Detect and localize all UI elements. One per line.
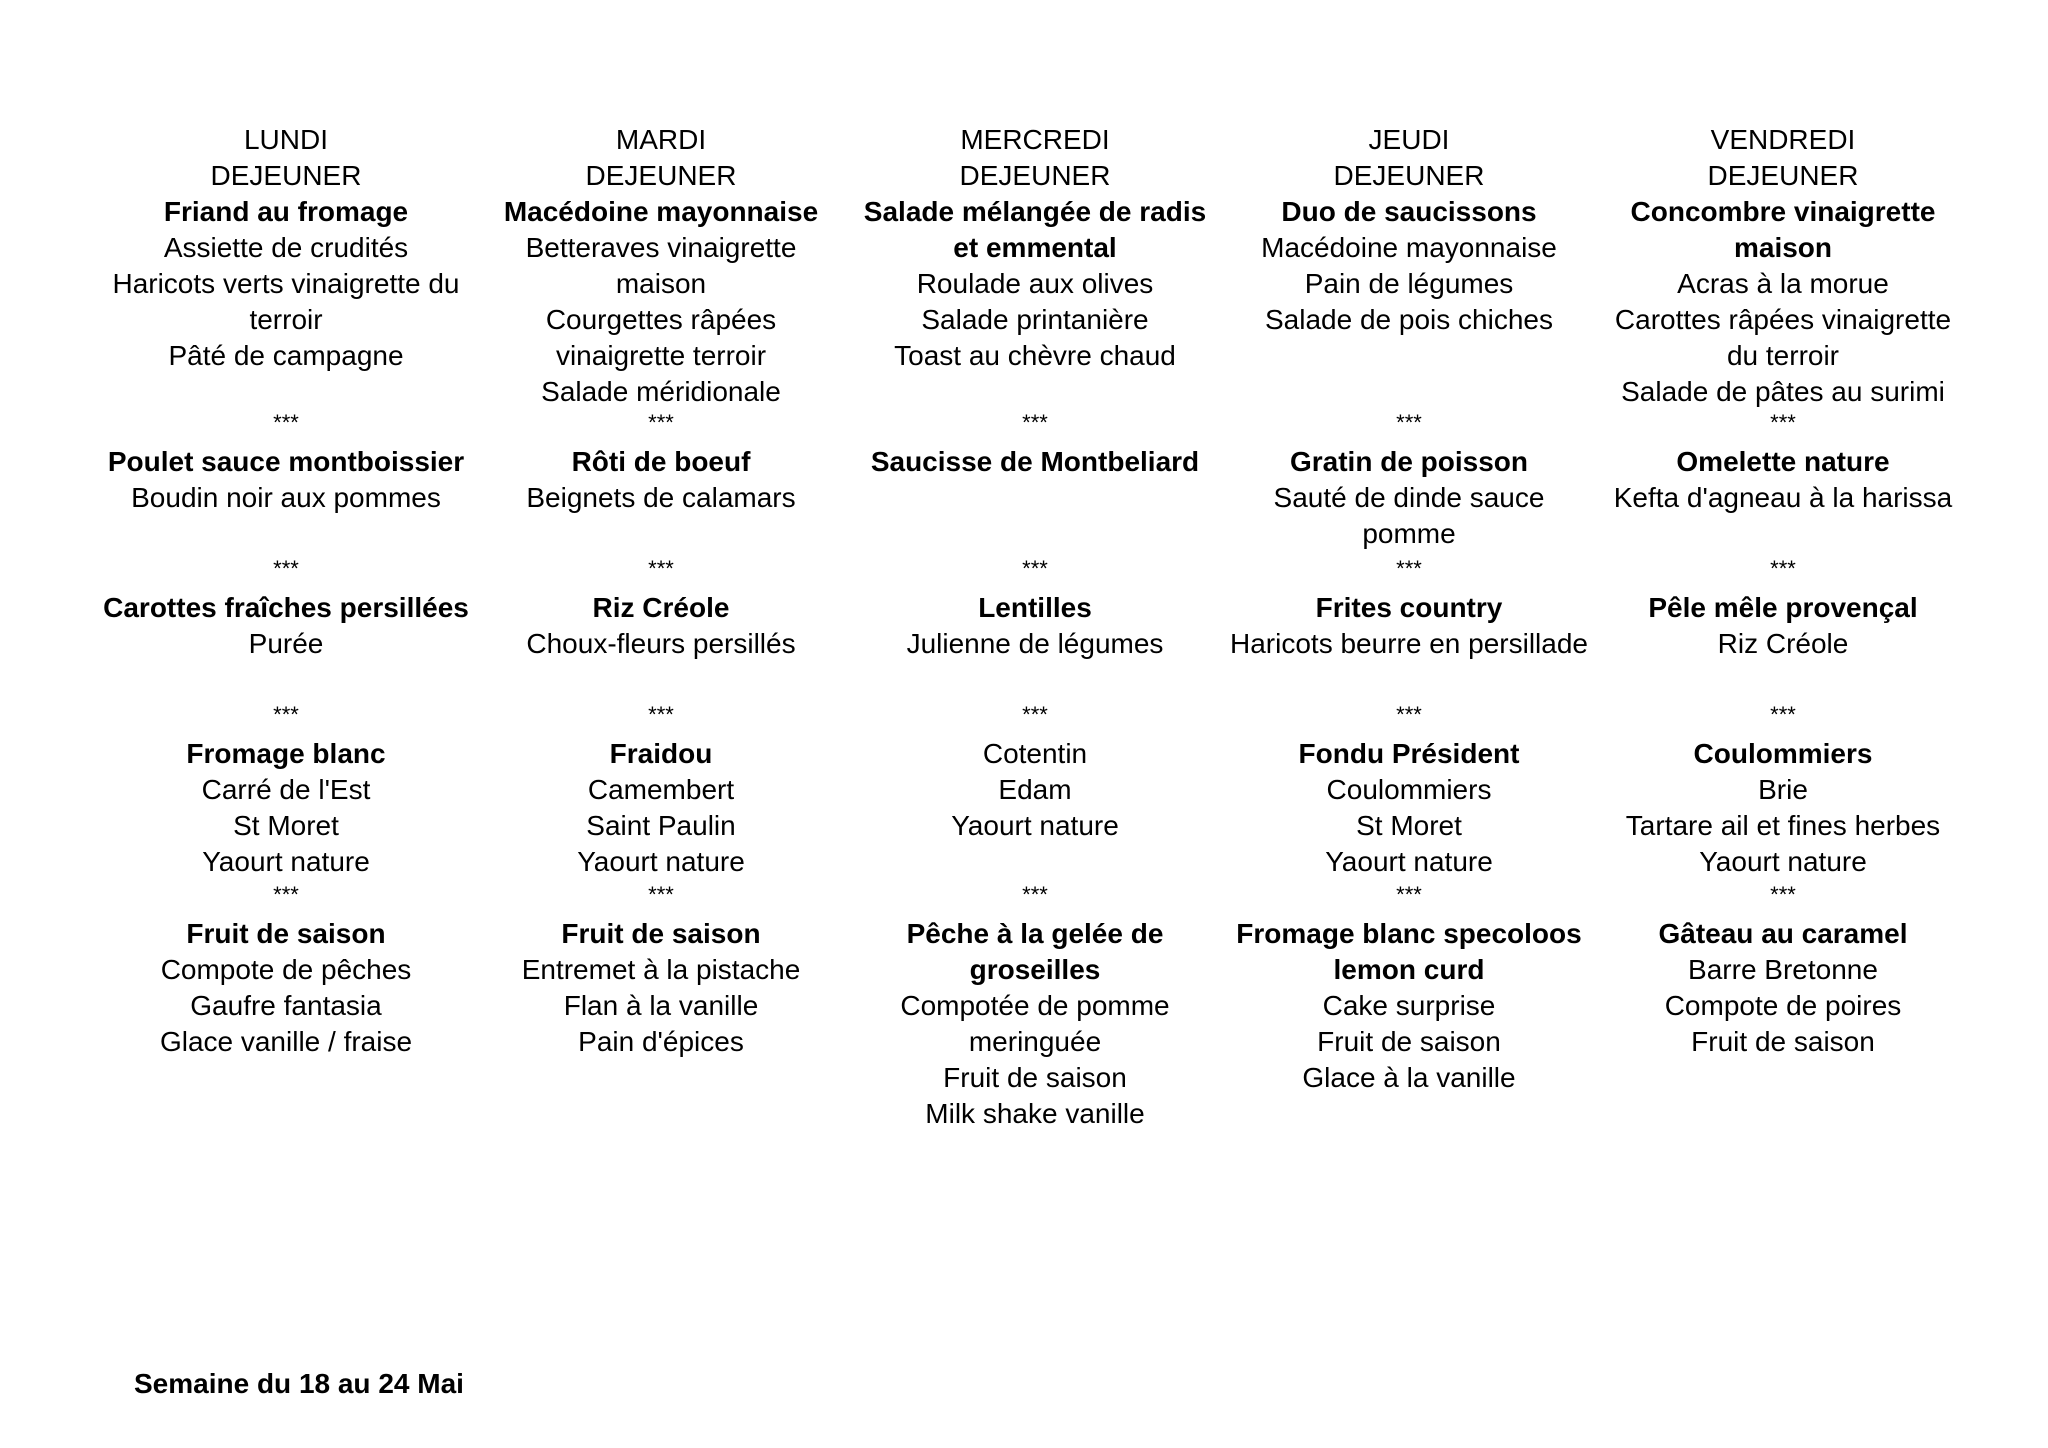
menu-item: Glace vanille / fraise	[159, 1026, 413, 1057]
menu-item: Fruit de saison	[561, 918, 761, 949]
week-label: Semaine du 18 au 24 Mai	[134, 1368, 464, 1399]
section-plat	[848, 444, 1222, 480]
section-garniture	[848, 590, 1222, 662]
section-dessert	[1596, 916, 1970, 1060]
menu-item: Fondu Président	[1298, 738, 1520, 769]
menu-item: Saucisse de Montbeliard	[870, 446, 1200, 477]
day-name: VENDREDI	[1710, 124, 1856, 155]
meal-name: DEJEUNER	[1707, 160, 1859, 191]
menu-item: Haricots verts vinaigrette du terroir	[112, 268, 460, 335]
menu-item: Flan à la vanille	[563, 990, 759, 1021]
menu-item: Salade printanière	[921, 304, 1149, 335]
day-name: LUNDI	[243, 124, 328, 155]
menu-item: St Moret	[1356, 810, 1462, 841]
separator: ***	[1396, 702, 1422, 727]
menu-item: Yaourt nature	[202, 846, 370, 877]
menu-item: Pêche à la gelée de groseilles	[906, 918, 1164, 985]
menu-item: Gaufre fantasia	[190, 990, 382, 1021]
menu-item: Betteraves vinaigrette maison	[525, 232, 797, 299]
separator: ***	[1770, 882, 1796, 907]
menu-item: Salade de pâtes au surimi	[1621, 376, 1945, 407]
menu-item: Fromage blanc specoloos lemon curd	[1236, 918, 1582, 985]
separator: ***	[1022, 702, 1048, 727]
menu-item: Pain d'épices	[578, 1026, 744, 1057]
day-name: MARDI	[615, 124, 707, 155]
menu-item: Sauté de dinde sauce pomme	[1273, 482, 1545, 549]
separator: ***	[1770, 410, 1796, 435]
day-column-lundi	[99, 122, 473, 1057]
day-column-jeudi	[1222, 122, 1596, 1093]
section-dessert	[848, 916, 1222, 1132]
menu-item: Carottes râpées vinaigrette du terroir	[1614, 304, 1952, 371]
menu-item: Beignets de calamars	[526, 482, 796, 513]
section-garniture	[1222, 590, 1596, 662]
menu-item: Courgettes râpées vinaigrette terroir	[545, 304, 777, 371]
section-dessert	[474, 916, 848, 1060]
separator: ***	[1022, 410, 1048, 435]
section-entree	[1222, 194, 1596, 338]
meal-name: DEJEUNER	[1333, 160, 1485, 191]
section-garniture	[1596, 590, 1970, 662]
section-garniture	[474, 590, 848, 662]
menu-item: Rôti de boeuf	[571, 446, 751, 477]
meal-name: DEJEUNER	[210, 160, 362, 191]
menu-item: Pain de légumes	[1304, 268, 1514, 299]
menu-item: Gâteau au caramel	[1658, 918, 1908, 949]
menu-item: Glace à la vanille	[1302, 1062, 1516, 1093]
menu-item: Haricots beurre en persillade	[1230, 628, 1588, 659]
menu-item: Salade méridionale	[541, 376, 781, 407]
menu-item: Fruit de saison	[186, 918, 386, 949]
menu-item: Salade de pois chiches	[1265, 304, 1553, 335]
menu-item: Concombre vinaigrette maison	[1630, 196, 1936, 263]
menu-item: Fruit de saison	[1317, 1026, 1501, 1057]
separator: ***	[1022, 882, 1048, 907]
menu-item: Toast au chèvre chaud	[894, 340, 1176, 371]
separator: ***	[1770, 556, 1796, 581]
menu-item: Pêle mêle provençal	[1648, 592, 1918, 623]
menu-item: Friand au fromage	[163, 196, 409, 227]
menu-item: Yaourt nature	[577, 846, 745, 877]
menu-item: Gratin de poisson	[1289, 446, 1529, 477]
section-garniture	[99, 590, 473, 662]
menu-item: Pâté de campagne	[168, 340, 404, 371]
menu-item: Frites country	[1315, 592, 1503, 623]
menu-item: Yaourt nature	[1699, 846, 1867, 877]
menu-item: St Moret	[233, 810, 339, 841]
section-entree	[474, 194, 848, 410]
separator: ***	[648, 556, 674, 581]
menu-item: Riz Créole	[1717, 628, 1849, 659]
meal-name: DEJEUNER	[585, 160, 737, 191]
separator: ***	[1396, 882, 1422, 907]
separator: ***	[273, 702, 299, 727]
section-fromage	[1222, 736, 1596, 880]
section-entree	[848, 194, 1222, 374]
section-entree	[99, 194, 473, 374]
menu-item: Fromage blanc	[186, 738, 386, 769]
menu-item: Compotée de pomme meringuée	[900, 990, 1170, 1057]
menu-item: Fruit de saison	[943, 1062, 1127, 1093]
menu-item: Poulet sauce montboissier	[107, 446, 465, 477]
menu-item: Entremet à la pistache	[521, 954, 801, 985]
menu-item: Julienne de légumes	[906, 628, 1164, 659]
menu-item: Lentilles	[978, 592, 1092, 623]
menu-item: Riz Créole	[592, 592, 730, 623]
menu-item: Coulommiers	[1693, 738, 1873, 769]
menu-item: Kefta d'agneau à la harissa	[1613, 482, 1953, 513]
separator: ***	[648, 410, 674, 435]
separator: ***	[1022, 556, 1048, 581]
section-fromage	[99, 736, 473, 880]
menu-item: Omelette nature	[1676, 446, 1890, 477]
separator: ***	[648, 702, 674, 727]
separator: ***	[1770, 702, 1796, 727]
menu-item: Coulommiers	[1326, 774, 1492, 805]
menu-item: Tartare ail et fines herbes	[1625, 810, 1941, 841]
menu-item: Boudin noir aux pommes	[131, 482, 441, 513]
menu-item: Cake surprise	[1322, 990, 1496, 1021]
menu-item: Duo de saucissons	[1281, 196, 1537, 227]
menu-item: Edam	[998, 774, 1072, 805]
separator: ***	[1396, 410, 1422, 435]
menu-item: Fraidou	[609, 738, 713, 769]
menu-item: Salade mélangée de radis et emmental	[863, 196, 1207, 263]
section-fromage	[474, 736, 848, 880]
separator: ***	[1396, 556, 1422, 581]
separator: ***	[273, 882, 299, 907]
menu-item: Yaourt nature	[1325, 846, 1493, 877]
day-name: JEUDI	[1368, 124, 1450, 155]
menu-item: Assiette de crudités	[163, 232, 409, 263]
menu-item: Choux-fleurs persillés	[526, 628, 796, 659]
menu-item: Fruit de saison	[1691, 1026, 1875, 1057]
separator: ***	[273, 410, 299, 435]
menu-item: Compote de poires	[1664, 990, 1902, 1021]
section-fromage	[848, 736, 1222, 844]
section-plat	[474, 444, 848, 516]
menu-item: Carré de l'Est	[201, 774, 371, 805]
menu-item: Camembert	[587, 774, 735, 805]
menu-item: Yaourt nature	[951, 810, 1119, 841]
day-column-vendredi	[1596, 122, 1970, 1057]
separator: ***	[648, 882, 674, 907]
meal-name: DEJEUNER	[959, 160, 1111, 191]
menu-item: Macédoine mayonnaise	[1261, 232, 1557, 263]
section-dessert	[1222, 916, 1596, 1096]
menu-item: Brie	[1758, 774, 1808, 805]
separator: ***	[273, 556, 299, 581]
menu-item: Compote de pêches	[160, 954, 412, 985]
menu-item: Saint Paulin	[586, 810, 736, 841]
section-dessert	[99, 916, 473, 1060]
menu-item: Cotentin	[982, 738, 1088, 769]
menu-item: Acras à la morue	[1677, 268, 1889, 299]
menu-item: Milk shake vanille	[925, 1098, 1145, 1129]
menu-item: Purée	[248, 628, 324, 659]
menu-item: Macédoine mayonnaise	[503, 196, 819, 227]
section-plat	[99, 444, 473, 516]
menu-item: Roulade aux olives	[916, 268, 1154, 299]
section-entree	[1596, 194, 1970, 410]
section-plat	[1596, 444, 1970, 516]
menu-item: Barre Bretonne	[1688, 954, 1878, 985]
day-name: MERCREDI	[960, 124, 1110, 155]
day-column-mercredi	[848, 122, 1222, 1129]
menu-item: Carottes fraîches persillées	[103, 592, 469, 623]
day-column-mardi	[474, 122, 848, 1057]
section-fromage	[1596, 736, 1970, 880]
section-plat	[1222, 444, 1596, 552]
